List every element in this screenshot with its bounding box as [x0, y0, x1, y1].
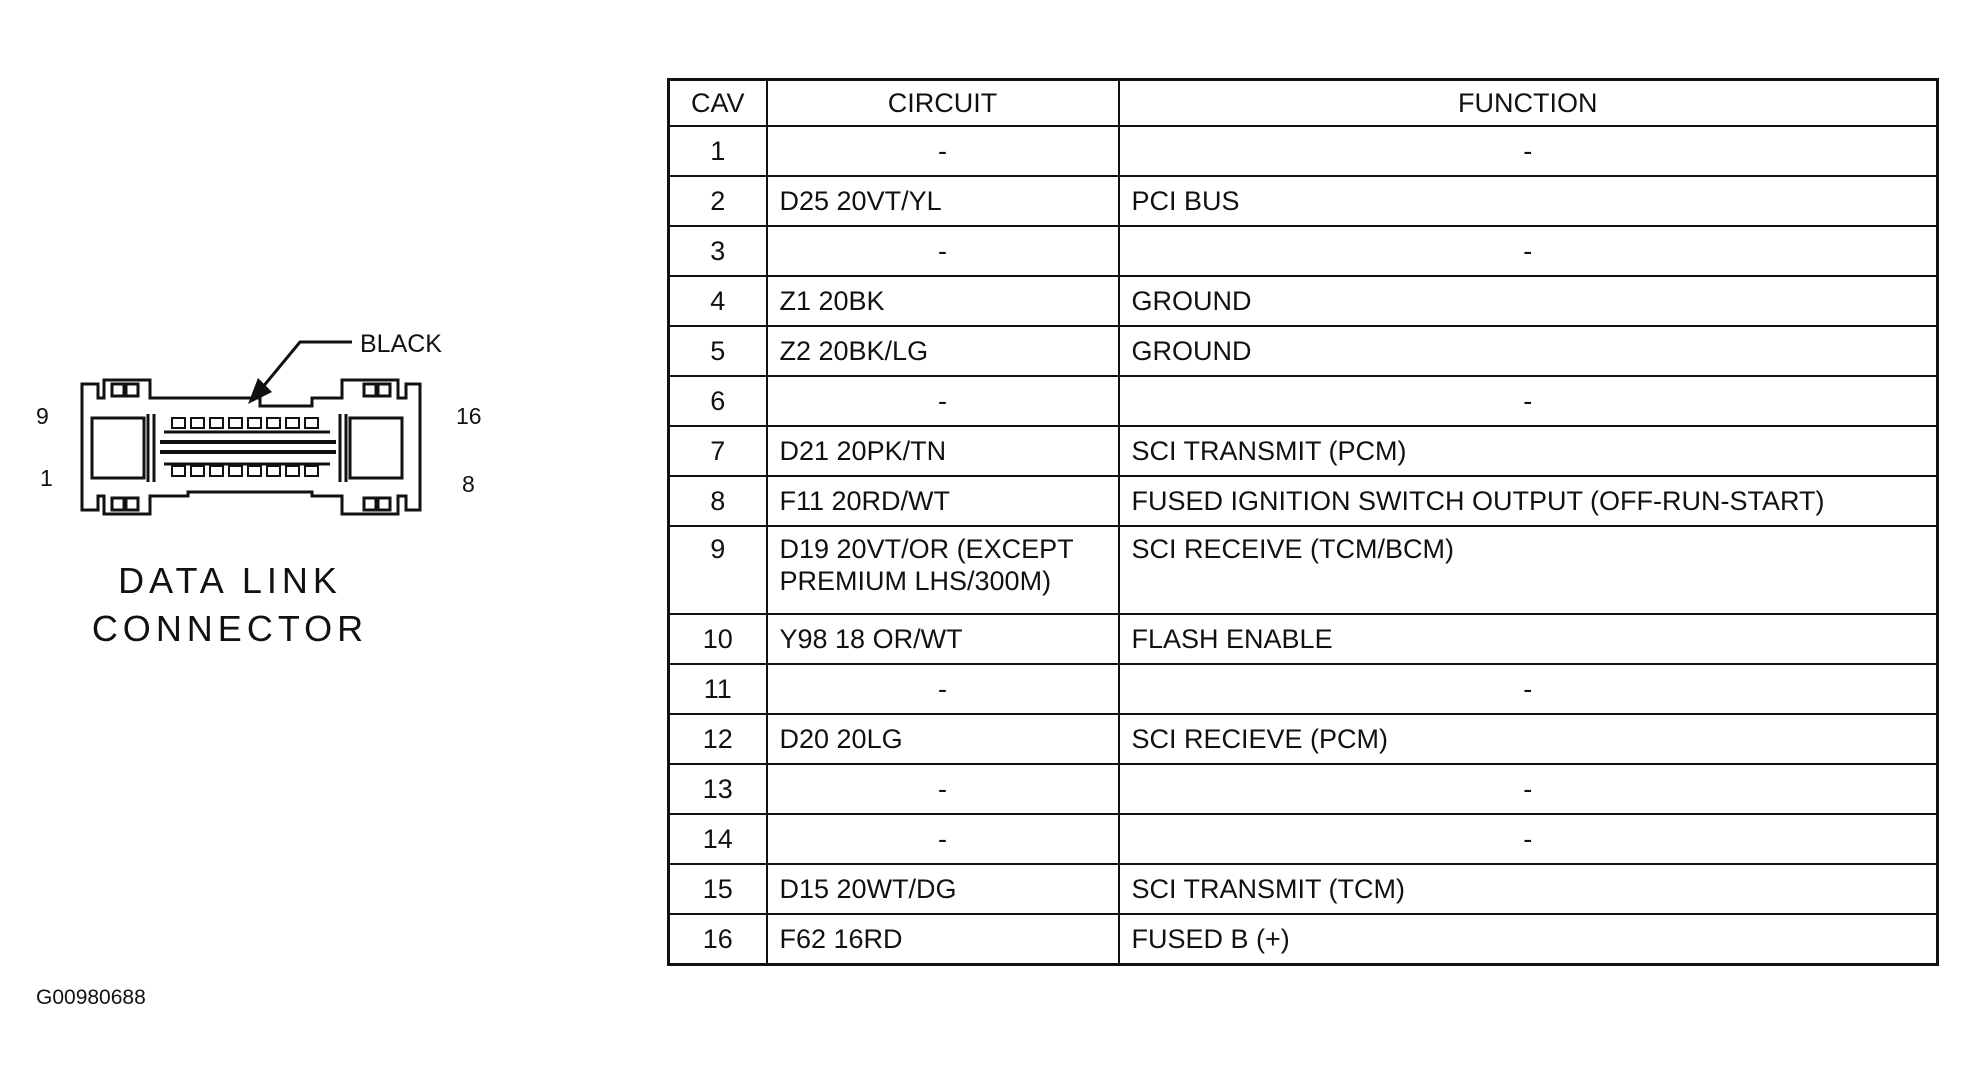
table-row [669, 476, 1938, 526]
circuit-cell: - [767, 764, 1119, 814]
table-row [669, 864, 1938, 914]
cav-cell: 8 [669, 476, 767, 526]
cav-cell: 10 [669, 614, 767, 664]
table-row [669, 276, 1938, 326]
cav-cell: 16 [669, 914, 767, 965]
cav-cell: 13 [669, 764, 767, 814]
header-function: FUNCTION [1119, 80, 1938, 127]
figure-id: G00980688 [36, 986, 146, 1009]
function-cell: SCI TRANSMIT (TCM) [1119, 864, 1938, 914]
table-row [669, 126, 1938, 176]
function-cell: SCI TRANSMIT (PCM) [1119, 426, 1938, 476]
table-row [669, 614, 1938, 664]
cav-cell: 7 [669, 426, 767, 476]
circuit-cell: D21 20PK/TN [767, 426, 1119, 476]
table-row [669, 914, 1938, 965]
header-circuit: CIRCUIT [767, 80, 1119, 127]
cav-cell: 3 [669, 226, 767, 276]
function-cell: SCI RECIEVE (PCM) [1119, 714, 1938, 764]
circuit-cell: - [767, 664, 1119, 714]
cav-cell: 12 [669, 714, 767, 764]
function-cell: - [1119, 376, 1938, 426]
connector-center-bar-2 [160, 450, 336, 454]
function-cell: - [1119, 764, 1938, 814]
connector-caption-line-1: DATA LINK [118, 560, 342, 601]
circuit-cell: - [767, 376, 1119, 426]
connector-diagram [0, 0, 640, 700]
pinout-table-body [669, 126, 1938, 965]
circuit-cell: - [767, 814, 1119, 864]
circuit-cell: F62 16RD [767, 914, 1119, 965]
table-row [669, 376, 1938, 426]
cav-cell: 4 [669, 276, 767, 326]
function-cell: - [1119, 814, 1938, 864]
header-cav: CAV [669, 80, 767, 127]
cav-cell: 2 [669, 176, 767, 226]
circuit-cell: Z2 20BK/LG [767, 326, 1119, 376]
black-callout-arrow [262, 342, 352, 388]
pinout-table [667, 78, 1939, 966]
cav-cell: 11 [669, 664, 767, 714]
circuit-cell: F11 20RD/WT [767, 476, 1119, 526]
function-cell: FUSED IGNITION SWITCH OUTPUT (OFF-RUN-START) [1119, 476, 1938, 526]
circuit-cell: D20 20LG [767, 714, 1119, 764]
pin-label-8: 8 [462, 471, 475, 497]
cav-cell: 1 [669, 126, 767, 176]
table-row [669, 226, 1938, 276]
circuit-cell: - [767, 126, 1119, 176]
circuit-cell: Y98 18 OR/WT [767, 614, 1119, 664]
pin-row-bottom [172, 466, 318, 476]
cav-cell: 6 [669, 376, 767, 426]
table-row [669, 176, 1938, 226]
function-cell: GROUND [1119, 326, 1938, 376]
function-cell: - [1119, 226, 1938, 276]
cav-cell: 9 [669, 526, 767, 614]
function-cell: - [1119, 126, 1938, 176]
connector-color-label: BLACK [360, 330, 442, 358]
table-row [669, 664, 1938, 714]
pin-label-16: 16 [456, 403, 482, 429]
function-cell: - [1119, 664, 1938, 714]
circuit-cell: D15 20WT/DG [767, 864, 1119, 914]
connector-center-bar [160, 440, 336, 444]
cav-cell: 5 [669, 326, 767, 376]
circuit-cell: Z1 20BK [767, 276, 1119, 326]
cav-cell: 15 [669, 864, 767, 914]
connector-caption-line-2: CONNECTOR [91, 608, 369, 649]
table-row [669, 426, 1938, 476]
table-row [669, 326, 1938, 376]
table-row [669, 764, 1938, 814]
cav-cell: 14 [669, 814, 767, 864]
function-cell: GROUND [1119, 276, 1938, 326]
function-cell: FUSED B (+) [1119, 914, 1938, 965]
table-row [669, 714, 1938, 764]
table-header-row [669, 80, 1938, 127]
pin-label-1: 1 [40, 465, 53, 491]
pin-label-9: 9 [36, 403, 49, 429]
function-cell: FLASH ENABLE [1119, 614, 1938, 664]
circuit-cell: D19 20VT/OR (EXCEPT PREMIUM LHS/300M) [767, 526, 1119, 614]
circuit-cell: D25 20VT/YL [767, 176, 1119, 226]
table-row [669, 526, 1938, 614]
circuit-cell: - [767, 226, 1119, 276]
function-cell: PCI BUS [1119, 176, 1938, 226]
table-row [669, 814, 1938, 864]
pin-row-top [172, 418, 318, 428]
function-cell: SCI RECEIVE (TCM/BCM) [1119, 526, 1938, 614]
